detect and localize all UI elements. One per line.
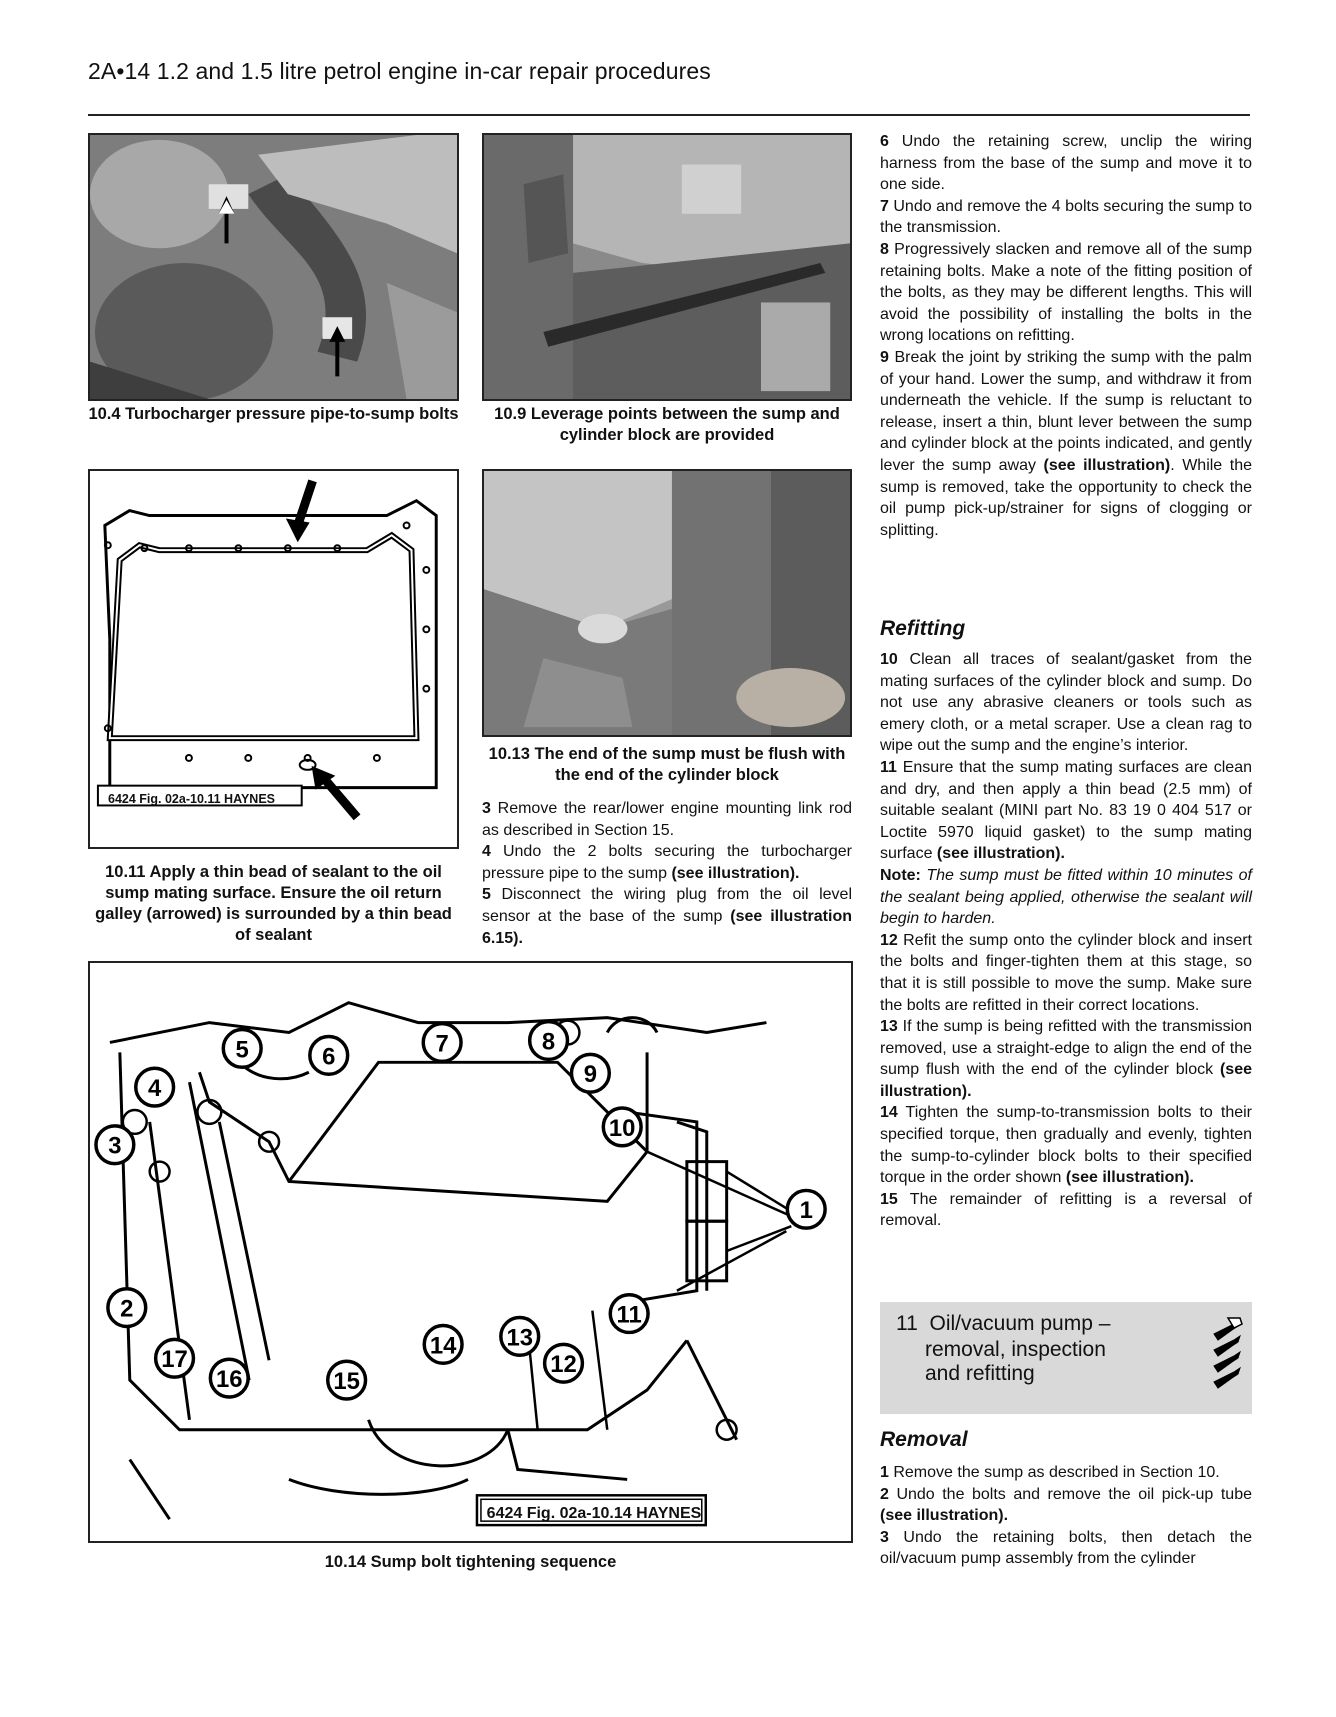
removal-step-2: 2 Undo the bolts and remove the oil pick-up tube (see illustration). <box>880 1485 1252 1525</box>
figure-10-14 <box>88 961 853 1543</box>
bolt-number-9: 9 <box>583 1061 598 1089</box>
step-7: 7 Undo and remove the 4 bolts securing the sump to the transmission. <box>880 197 1252 237</box>
bolt-number-8: 8 <box>541 1028 556 1056</box>
bolt-number-11: 11 <box>616 1301 642 1329</box>
step-5: 5 Disconnect the wiring plug from the oil level sensor at the base of the sump (see illustration 6.15). <box>482 886 852 947</box>
step-14: 14 Tighten the sump-to-transmission bolts to their specified torque, then gradually and evenly, tighten the sump-to-cylinder block bolts to their specified torque in the order shown (see illustration). <box>880 1104 1252 1187</box>
bolt-number-5: 5 <box>235 1036 249 1064</box>
middle-column-text <box>482 798 852 949</box>
caption-10-14: 10.14 Sump bolt tightening sequence <box>324 1553 617 1571</box>
step-8: 8 Progressively slacken and remove all of the sump retaining bolts. Make a note of the fitting position of the bolts, as they may be different lengths. This will avoid the possibility of installing the bolts in the wrong locations on refitting. <box>880 240 1252 345</box>
caption-10-9: 10.9 Leverage points between the sump and cylinder block are provided <box>494 405 840 444</box>
photo-10-13 <box>482 469 852 737</box>
bolt-number-14: 14 <box>429 1332 457 1360</box>
bolt-number-10: 10 <box>608 1114 636 1142</box>
bolt-number-3: 3 <box>108 1132 122 1160</box>
photo-10-4 <box>88 133 459 401</box>
figure-label-10-11: 6424 Fig. 02a-10.11 HAYNES <box>108 792 275 806</box>
figure-label-10-14: 6424 Fig. 02a-10.14 HAYNES <box>486 1505 702 1522</box>
step-12: 12 Refit the sump onto the cylinder block and insert the bolts and finger-tighten them at this stage, so that it is still possible to move the sump. Make sure the bolts are refitted in their correct locations. <box>880 931 1252 1014</box>
step-10: 10 Clean all traces of sealant/gasket from the mating surfaces of the cylinder block and sump. Do not use any abrasive cleaners or tools such as emery cloth, or a metal scraper. Use a clean rag to wipe out the sump and the engine’s interior. <box>880 651 1252 755</box>
page-header: 2A•14 1.2 and 1.5 litre petrol engine in-car repair procedures <box>88 58 711 84</box>
step-6: 6 Undo the retaining screw, unclip the wiring harness from the base of the sump and move it to one side. <box>880 133 1252 194</box>
step-13: 13 If the sump is being refitted with the transmission removed, use a straight-edge to align the end of the sump flush with the end of the cylinder block (see illustration). <box>880 1018 1252 1100</box>
section-11-subtitle: removal, inspection and refitting <box>925 1338 1106 1385</box>
removal-step-3: 3 Undo the retaining bolts, then detach the oil/vacuum pump assembly from the cylinder <box>880 1528 1252 1568</box>
step-15: 15 The remainder of refitting is a reversal of removal. <box>880 1190 1252 1230</box>
removal-step-1: 1 Remove the sump as described in Section 10. <box>880 1464 1220 1481</box>
bolt-number-6: 6 <box>322 1043 336 1071</box>
bolt-number-15: 15 <box>333 1368 360 1396</box>
bolt-number-7: 7 <box>435 1030 449 1058</box>
bolt-number-1: 1 <box>799 1197 813 1225</box>
section-11-title: 11 Oil/vacuum pump – <box>896 1312 1111 1335</box>
caption-10-4: 10.4 Turbocharger pressure pipe-to-sump bolts <box>88 405 459 423</box>
section-11-header <box>880 1302 1252 1414</box>
step-3: 3 Remove the rear/lower engine mounting link rod as described in Section 15. <box>482 800 852 839</box>
note: Note: The sump must be fitted within 10 minutes of the sealant being applied, otherwise the sealant will begin to harden. <box>880 866 1252 928</box>
step-9: 9 Break the joint by striking the sump with the palm of your hand. Lower the sump, and withdraw it from underneath the vehicle. If the sump is reluctant to release, insert a thin, blunt lever between the sump and cylinder block at the points indicated, and gently lever the sump away (see illustration). While the sump is removed, take the opportunity to check the oil pump pick-up/strainer for signs of clogging or splitting. <box>880 348 1252 539</box>
photo-10-9 <box>482 133 852 401</box>
bolt-number-13: 13 <box>506 1324 534 1352</box>
bolt-number-16: 16 <box>215 1366 243 1394</box>
spanner-rating-icon <box>1210 1316 1244 1400</box>
header-rule <box>88 114 1250 116</box>
step-4: 4 Undo the 2 bolts securing the turbocharger pressure pipe to the sump (see illustration). <box>482 843 852 882</box>
figure-10-11 <box>88 469 459 849</box>
caption-10-13: 10.13 The end of the sump must be flush with the end of the cylinder block <box>488 745 846 784</box>
heading-refitting: Refitting <box>880 617 966 640</box>
step-11: 11 Ensure that the sump mating surfaces are clean and dry, and then apply a thin bead (2.5 mm) of suitable sealant (MINI part No. 83 19 0 404 517 or Loctite 5970 liquid gasket) to the sump mating surface (see illustration). <box>880 758 1252 863</box>
caption-10-11: 10.11 Apply a thin bead of sealant to the oil sump mating surface. Ensure the oil return galley (arrowed) is surrounded by a thin bead of sealant <box>95 863 452 944</box>
heading-removal: Removal <box>880 1428 968 1451</box>
right-column-text-removal <box>880 1462 1252 1570</box>
bolt-number-12: 12 <box>550 1351 577 1379</box>
right-column-text-refitting <box>880 649 1252 1232</box>
right-column-text-top <box>880 131 1252 541</box>
bolt-number-4: 4 <box>148 1075 162 1103</box>
bolt-number-2: 2 <box>120 1295 134 1323</box>
bolt-number-17: 17 <box>161 1346 188 1374</box>
